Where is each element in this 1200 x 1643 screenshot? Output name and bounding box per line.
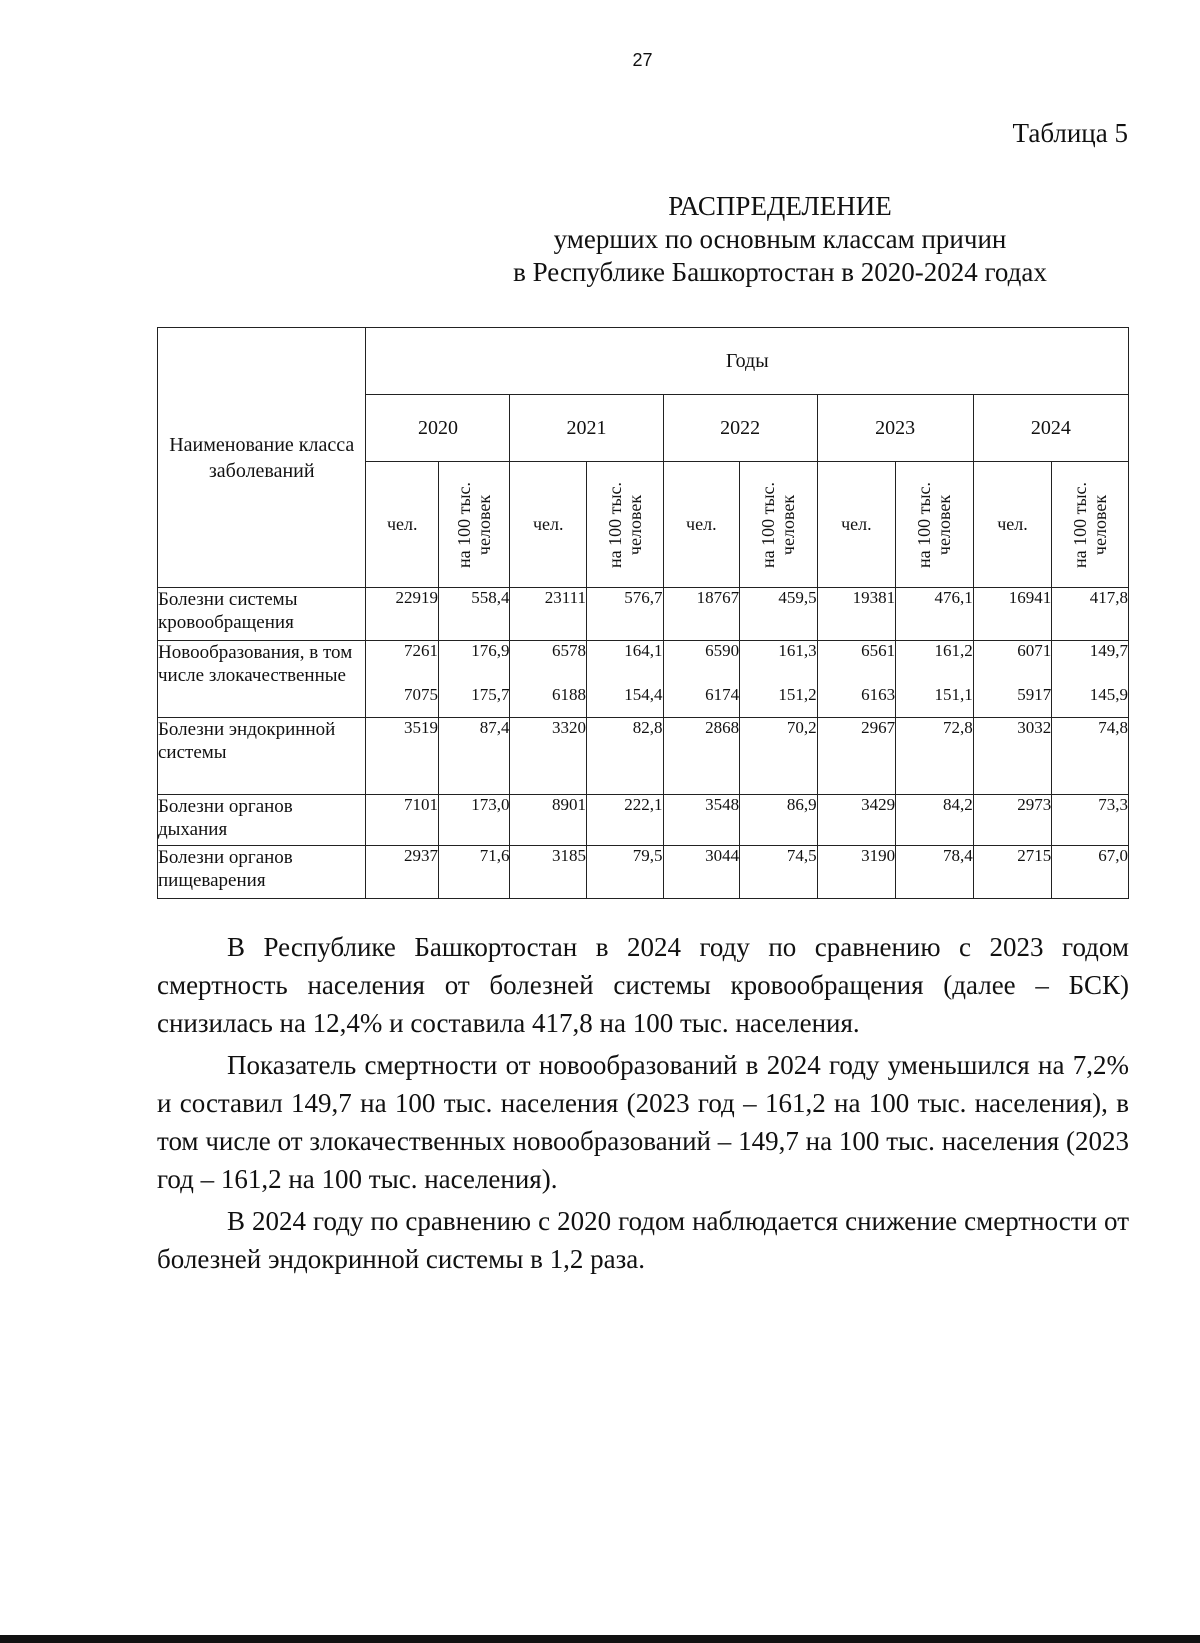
cell-value: 417,8 <box>1052 588 1129 641</box>
cell-value <box>817 641 896 718</box>
row-name: Болезни системы кровообращения <box>158 588 366 641</box>
cell-value-main: 6578 <box>552 641 587 660</box>
sub-header-rate-text: на 100 тыс. человек <box>758 481 799 568</box>
sub-header-rate <box>438 462 510 588</box>
cell-value-sub: 6188 <box>552 685 587 704</box>
cell-value-sub: 145,9 <box>1089 685 1128 704</box>
cell-value: 3320 <box>510 718 587 795</box>
cell-value <box>896 641 974 718</box>
cell-value: 22919 <box>366 588 439 641</box>
cell-value: 84,2 <box>896 795 974 846</box>
title-line-2: умерших по основным классам причин <box>553 224 1007 254</box>
paragraph-1: В Республике Башкортостан в 2024 году по сравнению с 2023 годом смертность населения от болезней системы кровообращения (далее – БСК) снизилась на 12,4% и составила 417,8 на 100 тыс. населения. <box>157 932 1129 1038</box>
cell-value-sub: 5917 <box>1017 685 1052 704</box>
cell-value: 3548 <box>663 795 740 846</box>
table-row <box>158 588 1129 641</box>
cell-value: 3190 <box>817 846 896 899</box>
cell-value: 3032 <box>973 718 1052 795</box>
cell-value <box>438 641 510 718</box>
cell-value: 3519 <box>366 718 439 795</box>
cell-value: 82,8 <box>587 718 664 795</box>
sub-header-abs: чел. <box>510 462 587 588</box>
cell-value <box>740 641 818 718</box>
row-name: Болезни эндокринной системы <box>158 718 366 795</box>
title-line-1: РАСПРЕДЕЛЕНИЕ <box>668 191 892 221</box>
cell-value-sub: 151,2 <box>778 685 817 704</box>
cell-value-main: 149,7 <box>1089 641 1128 660</box>
cell-value: 3044 <box>663 846 740 899</box>
cell-value <box>973 641 1052 718</box>
cell-value: 19381 <box>817 588 896 641</box>
cell-value: 7101 <box>366 795 439 846</box>
cell-value <box>366 641 439 718</box>
cell-value: 16941 <box>973 588 1052 641</box>
cell-value <box>663 641 740 718</box>
table-label: Таблица 5 <box>1012 118 1128 148</box>
table-row <box>158 795 1129 846</box>
cell-value-sub: 175,7 <box>471 685 510 704</box>
year-header-2020: 2020 <box>366 395 510 462</box>
paragraph-2: Показатель смертности от новообразований в 2024 году уменьшился на 7,2% и составил 149,7 на 100 тыс. населения (2023 год – 161,2 на 100 тыс. населения), в том числе от злокачественных новообразований – 149,7 на 100 тыс. населения (2023 год – 161,2 на 100 тыс. населения). <box>157 1050 1129 1194</box>
cell-value-main: 161,3 <box>778 641 817 660</box>
cell-value-sub: 6174 <box>705 685 740 704</box>
cell-value-main: 6071 <box>1017 641 1052 660</box>
cell-value: 459,5 <box>740 588 818 641</box>
cell-value: 2937 <box>366 846 439 899</box>
cell-value: 67,0 <box>1052 846 1129 899</box>
sub-header-rate <box>1052 462 1129 588</box>
cell-value: 70,2 <box>740 718 818 795</box>
sub-header-rate-text: на 100 тыс. человек <box>604 481 645 568</box>
cell-value: 73,3 <box>1052 795 1129 846</box>
cell-value <box>1052 641 1129 718</box>
sub-header-rate-text: на 100 тыс. человек <box>454 481 495 568</box>
cell-value-sub: 7075 <box>403 685 438 704</box>
row-name: Болезни органов пищеварения <box>158 846 366 899</box>
paragraph-3: В 2024 году по сравнению с 2020 годом наблюдается снижение смертности от болезней эндокринной системы в 1,2 раза. <box>157 1206 1129 1274</box>
cell-value: 71,6 <box>438 846 510 899</box>
cell-value: 74,8 <box>1052 718 1129 795</box>
cell-value-main: 7261 <box>403 641 438 660</box>
years-header: Годы <box>366 328 1129 395</box>
sub-header-abs: чел. <box>663 462 740 588</box>
cell-value: 79,5 <box>587 846 664 899</box>
year-header-2021: 2021 <box>510 395 663 462</box>
cell-value: 558,4 <box>438 588 510 641</box>
cell-value: 3185 <box>510 846 587 899</box>
cell-value-main: 164,1 <box>624 641 663 660</box>
row-name: Болезни органов дыхания <box>158 795 366 846</box>
cell-value: 78,4 <box>896 846 974 899</box>
cell-value: 8901 <box>510 795 587 846</box>
row-name: Новообразования, в том числе злокачественные <box>158 641 366 718</box>
cell-value: 2967 <box>817 718 896 795</box>
cell-value: 23111 <box>510 588 587 641</box>
table-row <box>158 718 1129 795</box>
sub-header-rate-text: на 100 тыс. человек <box>1070 481 1111 568</box>
scan-bottom-edge <box>0 1635 1200 1643</box>
sub-header-abs: чел. <box>973 462 1052 588</box>
page-number: 27 <box>632 50 653 70</box>
cell-value <box>510 641 587 718</box>
cell-value-main: 176,9 <box>471 641 510 660</box>
mortality-table <box>157 327 1129 899</box>
year-header-2024: 2024 <box>973 395 1128 462</box>
cell-value: 86,9 <box>740 795 818 846</box>
cell-value-main: 161,2 <box>934 641 973 660</box>
cell-value: 87,4 <box>438 718 510 795</box>
title-line-3: в Республике Башкортостан в 2020-2024 годах <box>513 257 1047 287</box>
table-row <box>158 846 1129 899</box>
cell-value-sub: 6163 <box>861 685 896 704</box>
name-column-header: Наименование класса заболеваний <box>158 328 366 588</box>
cell-value: 74,5 <box>740 846 818 899</box>
cell-value-main: 6561 <box>861 641 896 660</box>
table-row <box>158 641 1129 718</box>
cell-value: 476,1 <box>896 588 974 641</box>
cell-value-main: 6590 <box>705 641 740 660</box>
year-header-2023: 2023 <box>817 395 973 462</box>
sub-header-abs: чел. <box>366 462 439 588</box>
cell-value <box>587 641 664 718</box>
cell-value: 2715 <box>973 846 1052 899</box>
sub-header-rate <box>896 462 974 588</box>
cell-value: 18767 <box>663 588 740 641</box>
cell-value-sub: 154,4 <box>624 685 663 704</box>
cell-value: 72,8 <box>896 718 974 795</box>
sub-header-rate <box>587 462 664 588</box>
cell-value: 576,7 <box>587 588 664 641</box>
cell-value: 222,1 <box>587 795 664 846</box>
sub-header-abs: чел. <box>817 462 896 588</box>
sub-header-rate-text: на 100 тыс. человек <box>914 481 955 568</box>
cell-value: 2868 <box>663 718 740 795</box>
sub-header-rate <box>740 462 818 588</box>
table-title <box>340 190 1200 289</box>
cell-value: 2973 <box>973 795 1052 846</box>
cell-value: 173,0 <box>438 795 510 846</box>
cell-value-sub: 151,1 <box>934 685 973 704</box>
year-header-2022: 2022 <box>663 395 817 462</box>
cell-value: 3429 <box>817 795 896 846</box>
